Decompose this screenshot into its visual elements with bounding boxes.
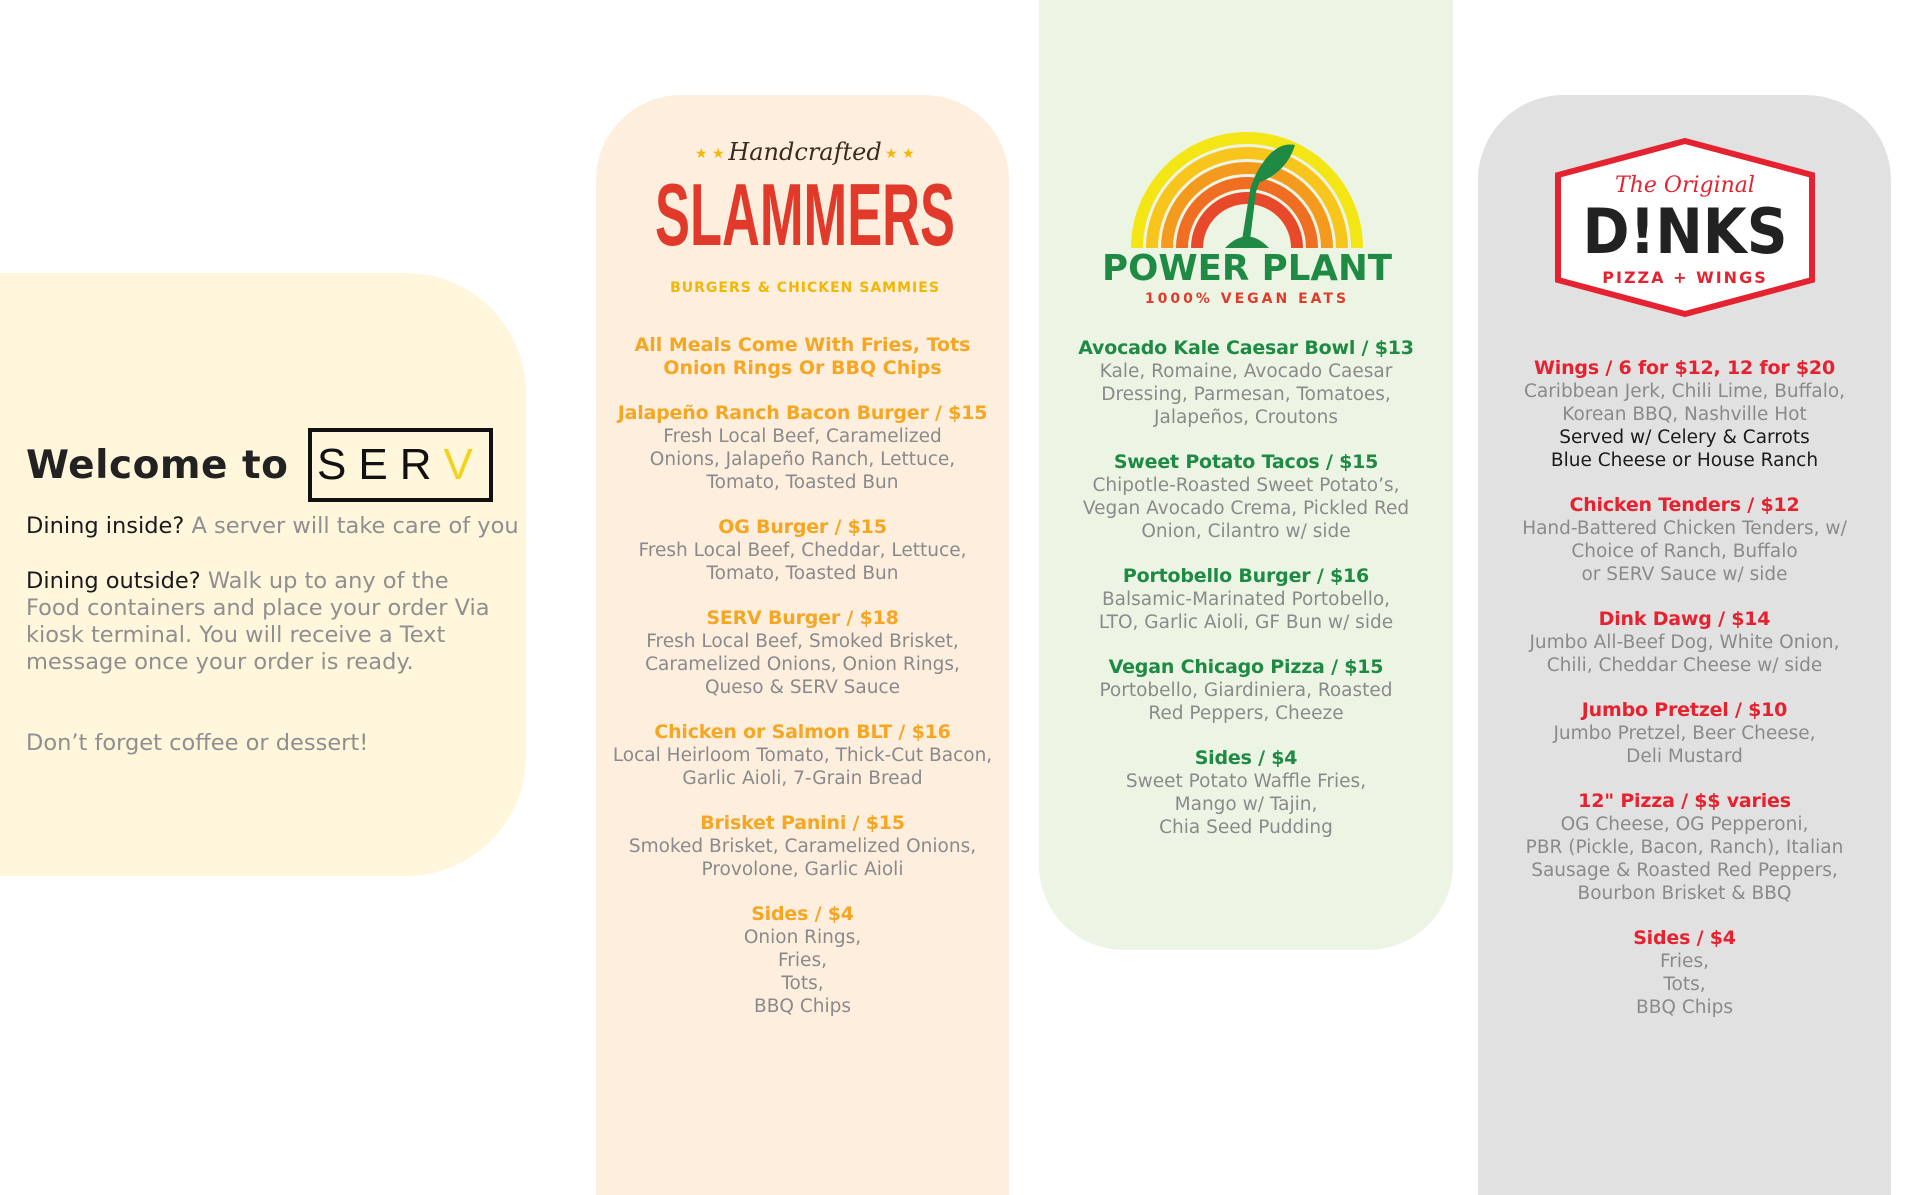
dining-inside-lead: Dining inside? (26, 513, 185, 539)
welcome-heading (26, 428, 493, 502)
serv-logo-prefix: SER (317, 440, 444, 489)
menu-item (596, 721, 1009, 790)
dining-inside-text: A server will take care of you (184, 513, 519, 539)
dessert-note: Don’t forget coffee or dessert! (26, 730, 369, 756)
menu-item-title: Sides / $4 (1633, 927, 1736, 949)
slammers-logo-name: SLAMMERS (655, 165, 955, 264)
menu-item-title: 12" Pizza / $$ varies (1578, 790, 1791, 812)
menu-item (1039, 337, 1453, 429)
dining-outside-text: Walk up to any of the Food containers and place your order Via kiosk terminal. You will receive a Text message once your order is ready. (26, 568, 490, 675)
menu-item-title: SERV Burger / $18 (706, 607, 899, 629)
menu-item-desc: Fresh Local Beef, Caramelized Onions, Jalapeño Ranch, Lettuce, Tomato, Toasted Bun (649, 426, 956, 493)
menu-item-desc: Caribbean Jerk, Chili Lime, Buffalo, Korean BBQ, Nashville Hot (1523, 381, 1846, 425)
welcome-text: Welcome to (26, 442, 289, 488)
dinks-menu (1478, 357, 1891, 1041)
menu-item (596, 516, 1009, 585)
menu-item-desc: Chipotle-Roasted Sweet Potato’s, Vegan Avocado Crema, Pickled Red Onion, Cilantro w/ side (1082, 475, 1410, 542)
powerplant-logo-name: POWER PLANT (1102, 248, 1393, 289)
dining-outside-lead: Dining outside? (26, 568, 201, 594)
menu-item-desc: Jumbo All-Beef Dog, White Onion, Chili, Cheddar Cheese w/ side (1529, 632, 1840, 676)
dining-outside-info (26, 568, 506, 676)
menu-item-desc: Balsamic-Marinated Portobello, LTO, Garlic Aioli, GF Bun w/ side (1098, 589, 1394, 633)
menu-item-desc: OG Cheese, OG Pepperoni, PBR (Pickle, Bacon, Ranch), Italian Sausage & Roasted Red Peppers, Bourbon Brisket & BBQ (1525, 814, 1844, 904)
dining-inside-info (26, 513, 519, 540)
menu-item (596, 903, 1009, 1018)
menu-item-desc: Onion Rings, Fries, Tots, BBQ Chips (743, 927, 862, 1017)
dinks-logo-name: D!NKS (1582, 195, 1788, 268)
menu-item (1039, 656, 1453, 725)
menu-item (1478, 699, 1891, 768)
menu-item (1039, 451, 1453, 543)
slammers-menu (596, 334, 1009, 1040)
menu-item (1039, 565, 1453, 634)
menu-item-title: Sides / $4 (751, 903, 854, 925)
serv-logo (308, 428, 493, 502)
menu-item-title: Vegan Chicago Pizza / $15 (1108, 656, 1384, 678)
menu-item-title: Dink Dawg / $14 (1598, 608, 1771, 630)
menu-item (596, 402, 1009, 494)
menu-item-desc: Jumbo Pretzel, Beer Cheese, Deli Mustard (1553, 723, 1816, 767)
svg-text:★ ★: ★ ★ (695, 146, 725, 162)
menu-item (1478, 357, 1891, 472)
menu-item-title: Sides / $4 (1194, 747, 1298, 769)
serv-logo-v: V (443, 440, 485, 489)
slammers-logo-tagline: BURGERS & CHICKEN SAMMIES (670, 280, 940, 296)
menu-item-title: Wings / 6 for $12, 12 for $20 (1534, 357, 1835, 379)
dinks-logo-top: The Original (1615, 173, 1755, 198)
menu-item-desc: Sweet Potato Waffle Fries, Mango w/ Tajin, Chia Seed Pudding (1125, 771, 1367, 838)
dinks-logo (1550, 135, 1820, 320)
menu-item-desc: Fresh Local Beef, Cheddar, Lettuce, Tomato, Toasted Bun (638, 540, 967, 584)
menu-item-desc: Hand-Battered Chicken Tenders, w/ Choice of Ranch, Buffalo or SERV Sauce w/ side (1522, 518, 1847, 585)
menu-item-title: Jalapeño Ranch Bacon Burger / $15 (617, 402, 988, 424)
menu-item (1478, 608, 1891, 677)
menu-item-desc: Fresh Local Beef, Smoked Brisket, Caramelized Onions, Onion Rings, Queso & SERV Sauce (645, 631, 960, 698)
menu-item (1478, 927, 1891, 1019)
powerplant-logo (1090, 130, 1404, 310)
menu-item-desc: Local Heirloom Tomato, Thick-Cut Bacon, Garlic Aioli, 7-Grain Bread (612, 745, 993, 789)
menu-item-desc: Kale, Romaine, Avocado Caesar Dressing, Parmesan, Tomatoes, Jalapeños, Croutons (1099, 361, 1393, 428)
menu-item (1039, 747, 1453, 839)
menu-item-title: Portobello Burger / $16 (1122, 565, 1370, 587)
slammers-logo-top: Handcrafted (728, 138, 882, 166)
menu-item-title: Jumbo Pretzel / $10 (1581, 699, 1788, 721)
menu-item-note: Served w/ Celery & Carrots Blue Cheese or House Ranch (1550, 427, 1819, 471)
menu-item-title: Avocado Kale Caesar Bowl / $13 (1078, 337, 1414, 359)
menu-item (596, 812, 1009, 881)
menu-item (1478, 790, 1891, 905)
menu-item-title: Brisket Panini / $15 (700, 812, 905, 834)
powerplant-logo-tagline: 1000% VEGAN EATS (1144, 291, 1350, 307)
svg-text:★ ★: ★ ★ (885, 146, 915, 162)
slammers-logo (640, 130, 970, 310)
menu-item-title: Chicken or Salmon BLT / $16 (654, 721, 951, 743)
menu-item-desc: Fries, Tots, BBQ Chips (1636, 951, 1733, 1018)
menu-item-title: Chicken Tenders / $12 (1569, 494, 1800, 516)
menu-item-desc: Smoked Brisket, Caramelized Onions, Provolone, Garlic Aioli (628, 836, 977, 880)
slammers-intro: All Meals Come With Fries, Tots Onion Rings Or BBQ Chips (634, 334, 971, 379)
menu-item (1478, 494, 1891, 586)
menu-item-desc: Portobello, Giardiniera, Roasted Red Peppers, Cheeze (1099, 680, 1393, 724)
menu-item (596, 607, 1009, 699)
menu-item-title: OG Burger / $15 (718, 516, 887, 538)
dinks-logo-tagline: PIZZA + WINGS (1602, 268, 1768, 287)
menu-item-title: Sweet Potato Tacos / $15 (1113, 451, 1379, 473)
powerplant-menu (1039, 337, 1453, 861)
